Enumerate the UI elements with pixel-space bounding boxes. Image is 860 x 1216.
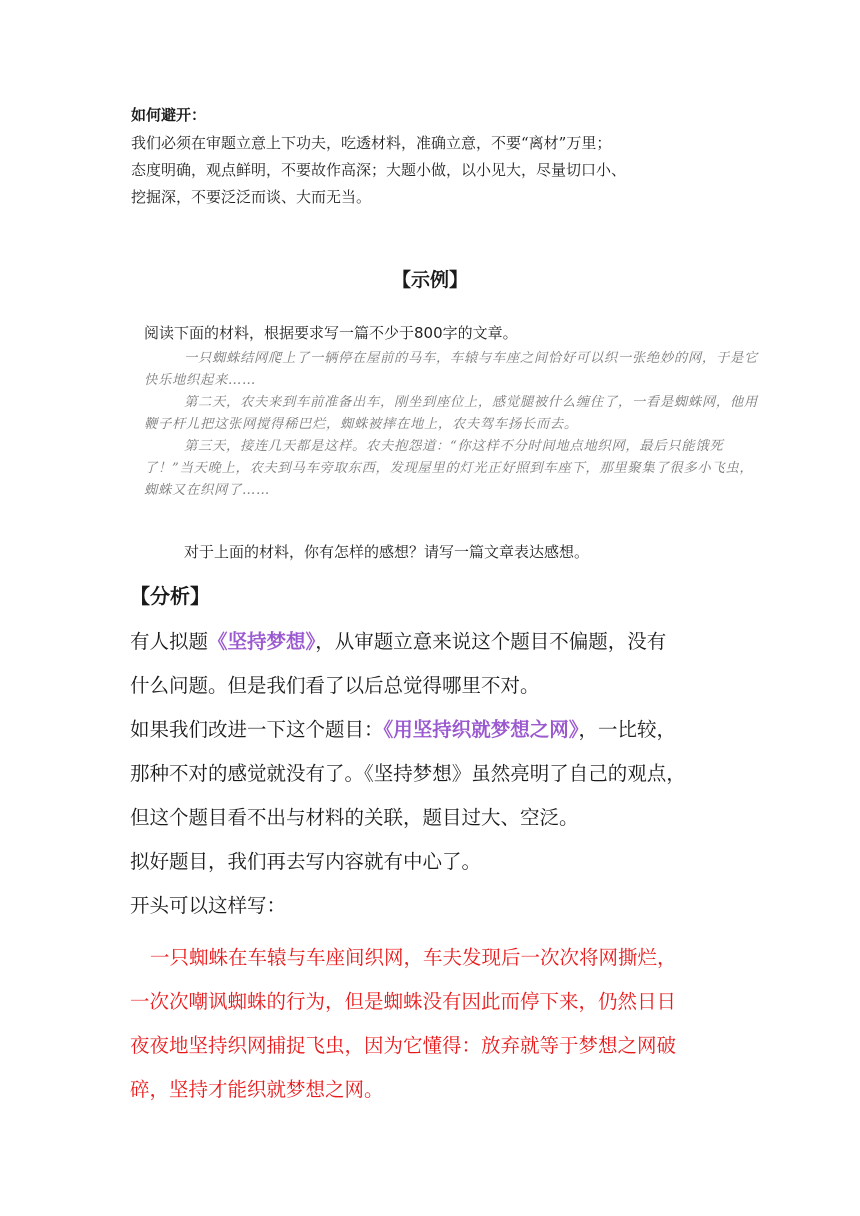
highlighted-title: 《用坚持织就梦想之网》 bbox=[383, 718, 579, 741]
analysis-line bbox=[130, 620, 740, 664]
text-span: ，从审题立意来说这个题目不偏题，没有 bbox=[315, 630, 667, 653]
analysis-line: 但这个题目看不出与材料的关联，题目过大、空泛。 bbox=[130, 806, 579, 829]
highlighted-title: 《坚持梦想》 bbox=[208, 630, 316, 653]
material-paragraph: 一只蜘蛛结网爬上了一辆停在屋前的马车，车辕与车座之间恰好可以织一张绝妙的网，于是它快乐地织起来…… bbox=[144, 351, 758, 388]
text-line: 态度明确，观点鲜明，不要故作高深；大题小做，以小见大，尽量切口小、 bbox=[131, 161, 627, 179]
opening-line: 夜夜地坚持织网捕捉飞虫，因为它懂得：放弃就等于梦想之网破 bbox=[130, 1034, 677, 1057]
section-heading-how-to-avoid: 如何避开： bbox=[131, 106, 207, 124]
analysis-line: 什么问题。但是我们看了以后总觉得哪里不对。 bbox=[130, 674, 540, 697]
example-heading: 【示例】 bbox=[391, 269, 468, 291]
opening-line: 碎，坚持才能织就梦想之网。 bbox=[130, 1078, 384, 1101]
opening-line: 一次次嘲讽蜘蛛的行为，但是蜘蛛没有因此而停下来，仍然日日 bbox=[130, 990, 677, 1013]
writing-prompt: 阅读下面的材料，根据要求写一篇不少于800字的文章。 bbox=[144, 324, 518, 342]
material-paragraph: 第三天，接连几天都是这样。农夫抱怨道：“你这样不分时间地点地织网，最后只能饿死了！”当天晚上，农夫到马车旁取东西，发现屋里的灯光正好照到车座下，那里聚集了很多小飞虫，蜘蛛又在织网了…… bbox=[144, 439, 754, 498]
opening-line: 一只蜘蛛在车辕与车座间织网，车夫发现后一次次将网撕烂， bbox=[150, 946, 677, 969]
material-paragraph: 第二天，农夫来到车前准备出车，刚坐到座位上，感觉腿被什么缠住了，一看是蜘蛛网，他用鞭子杆儿把这张网搅得稀巴烂，蜘蛛被摔在地上，农夫驾车扬长而去。 bbox=[144, 395, 758, 432]
analysis-heading: 【分析】 bbox=[130, 584, 210, 608]
how-to-avoid-text bbox=[131, 130, 751, 211]
analysis-body bbox=[130, 620, 740, 928]
text-span: ，一比较， bbox=[578, 718, 677, 741]
text-span: 有人拟题 bbox=[130, 630, 209, 653]
analysis-line: 那种不对的感觉就没有了。《坚持梦想》虽然亮明了自己的观点， bbox=[130, 762, 686, 785]
sample-opening bbox=[130, 936, 750, 1112]
analysis-line bbox=[130, 708, 740, 752]
text-line: 我们必须在审题立意上下功夫，吃透材料，准确立意，不要“离材”万里； bbox=[131, 134, 612, 152]
writing-question: 对于上面的材料，你有怎样的感想？请写一篇文章表达感想。 bbox=[184, 543, 590, 561]
material-passage bbox=[144, 348, 760, 502]
text-line: 挖掘深，不要泛泛而谈、大而无当。 bbox=[131, 188, 372, 206]
text-span: 如果我们改进一下这个题目： bbox=[130, 718, 384, 741]
analysis-line: 拟好题目，我们再去写内容就有中心了。 bbox=[130, 850, 482, 873]
analysis-line: 开头可以这样写： bbox=[130, 894, 287, 917]
